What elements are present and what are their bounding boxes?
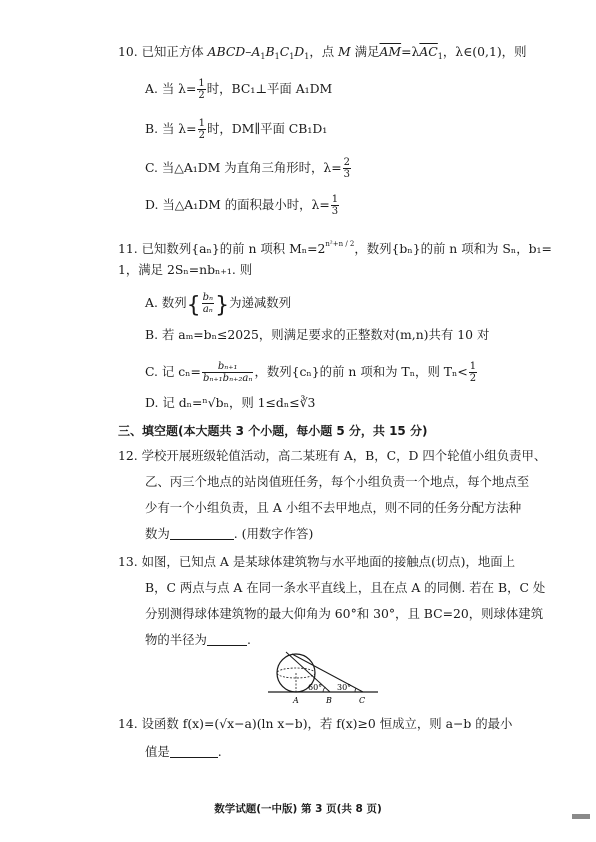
page-footer: 数学试题(一中版) 第 3 页(共 8 页) xyxy=(214,803,382,815)
q10-d-prefix: D. 当△A₁DM 的面积最小时，λ= xyxy=(145,197,330,212)
q10-c-prefix: C. 当△A₁DM 为直角三角形时，λ= xyxy=(145,160,342,175)
q10-cube-c1: C xyxy=(279,44,290,59)
q11-line2: 1，满足 2Sₙ=nbₙ₊₁. 则 xyxy=(118,262,253,277)
q11-option-d xyxy=(145,395,315,411)
q12-line2: 乙、丙三个地点的站岗值班任务，每个小组负责一个地点，每个地点至 xyxy=(145,474,530,489)
q10-a-prefix: A. 当 λ= xyxy=(145,81,197,96)
q10-d-fraction xyxy=(331,194,339,217)
q14-line1: 14. 设函数 f(x)=(√x−a)(ln x−b)，若 f(x)≥0 恒成立，则 a−b 的最小 xyxy=(118,716,513,731)
q10-a-fraction xyxy=(197,78,205,101)
tangent-line-c xyxy=(292,654,363,692)
angle-label-30: 30° xyxy=(337,683,352,692)
point-label-a: A xyxy=(293,696,299,705)
q10-c-den: 3 xyxy=(343,169,351,180)
q11-c-fden: 2 xyxy=(469,373,477,384)
q10-option-b xyxy=(145,118,327,141)
q10-a-num: 1 xyxy=(198,78,205,89)
q11-c-fraction xyxy=(202,361,254,384)
q11-line1 xyxy=(118,236,552,257)
q11-c-num: bₙ₊₁ xyxy=(202,361,254,373)
q11-d-prefix: D. 记 dₙ= xyxy=(145,395,203,410)
q14-line2 xyxy=(145,744,222,760)
q10-stem-text: 10. 已知正方体 xyxy=(118,44,208,59)
point-label-b: B xyxy=(326,696,332,705)
q10-cube-a1: A xyxy=(251,44,261,59)
q11-d-root: ⁿ√bₙ xyxy=(202,395,229,410)
q13-l4-suffix: . xyxy=(246,632,251,647)
q10-option-d xyxy=(145,194,340,217)
q12-l4-suffix: . (用数字作答) xyxy=(233,526,314,541)
q10-cube-d1: D xyxy=(294,44,305,59)
q11-a-rest: 为递减数列 xyxy=(229,295,292,310)
q12-line1: 12. 学校开展班级轮值活动，高二某班有 A，B，C，D 四个轮值小组负责甲、 xyxy=(118,448,547,463)
q12-l4-prefix: 数为 xyxy=(145,526,170,541)
q13-line4 xyxy=(145,632,251,648)
q10-b-fraction xyxy=(198,118,206,141)
q12-answer-blank[interactable] xyxy=(170,527,234,540)
q14-l2-prefix: 值是 xyxy=(145,744,170,759)
q11-text-b: ，数列{bₙ}的前 n 项和为 Sₙ，b₁= xyxy=(354,241,552,256)
q13-line2: B，C 两点与点 A 在同一条水平直线上，且在点 A 的同侧. 若在 B，C 处 xyxy=(145,580,546,595)
q13-line3: 分别测得球体建筑物的最大仰角为 60°和 30°，且 BC=20，则球体建筑 xyxy=(145,606,544,621)
q11-option-c xyxy=(145,361,478,384)
q10-cube-b1: B xyxy=(265,44,275,59)
q13-line1: 13. 如图，已知点 A 是某球体建筑物与水平地面的接触点(切点)，地面上 xyxy=(118,554,516,569)
q10-b-den: 2 xyxy=(198,130,205,141)
q10-stem-text4: ，λ∈(0,1)，则 xyxy=(442,44,527,59)
q10-c-num: 2 xyxy=(343,157,351,168)
q10-a-rest: 时，BC₁⊥平面 A₁DM xyxy=(206,81,333,96)
corner-stamp-icon xyxy=(572,814,590,819)
q12-line3: 少有一个小组负责，且 A 小组不去甲地点，则不同的任务分配方法种 xyxy=(145,500,522,515)
q13-sphere-figure xyxy=(262,648,382,710)
q11-option-a: A. 数列{ $\frac{\text{bₙ}}{\text{aₙ}}$ }为递减数列 xyxy=(145,292,292,318)
q11-text-a: 11. 已知数列{aₙ}的前 n 项积 Mₙ=2 xyxy=(118,241,326,256)
section-fill-blank-heading: 三、填空题(本大题共 3 个小题，每小题 5 分，共 15 分) xyxy=(118,424,428,438)
q14-l2-suffix: . xyxy=(217,744,222,759)
q11-c-fraction2 xyxy=(469,361,477,384)
q10-option-c xyxy=(145,157,352,180)
q10-b-rest: 时，DM∥平面 CB₁D₁ xyxy=(206,121,328,136)
q11-exponent: n²+n / 2 xyxy=(325,240,355,248)
q10-cube-name: ABCD xyxy=(207,44,246,59)
q10-b-prefix: B. 当 λ= xyxy=(145,121,197,136)
q10-vector-am: $\overline{AM}$ xyxy=(379,44,402,59)
q10-stem: 10. 已知正方体 ABCD–$A_1B_1C_1D_1$，点 M 满足$\overline{AM}=\lambda\overline{AC}_1$，λ∈(0,1)，则 xyxy=(118,44,527,61)
q10-d-num: 1 xyxy=(331,194,339,205)
q10-c-fraction xyxy=(343,157,351,180)
q11-a-fraction xyxy=(202,292,214,315)
q11-a-prefix: A. 数列 xyxy=(145,295,187,310)
q14-answer-blank[interactable] xyxy=(170,745,218,758)
q10-a-den: 2 xyxy=(198,90,205,101)
q10-option-a xyxy=(145,78,332,101)
angle-arc-60 xyxy=(323,687,326,692)
q13-l4-prefix: 物的半径为 xyxy=(145,632,207,647)
q11-c-mid: ，数列{cₙ}的前 n 项和为 Tₙ，则 Tₙ< xyxy=(254,364,468,379)
q10-vector-ac1: $\overline{AC}$ xyxy=(419,44,438,59)
q11-c-fnum: 1 xyxy=(469,361,477,372)
q12-line4 xyxy=(145,526,313,542)
q11-a-num: bₙ xyxy=(202,292,214,303)
q10-stem-text2: ，点 xyxy=(309,44,339,59)
q10-equals-lambda: =λ xyxy=(401,44,420,59)
q10-stem-text3: 满足 xyxy=(350,44,380,59)
angle-label-60: 60° xyxy=(308,683,323,692)
q13-answer-blank[interactable] xyxy=(207,633,247,646)
point-label-c: C xyxy=(359,696,366,705)
q10-b-num: 1 xyxy=(198,118,205,129)
q10-point-m: M xyxy=(338,44,351,59)
q11-a-den: aₙ xyxy=(202,304,213,315)
q10-d-den: 3 xyxy=(331,206,339,217)
q11-d-rest: ，则 1≤dₙ≤∛3 xyxy=(228,395,316,410)
q11-c-den: bₙ₊₁bₙ₊₂aₙ xyxy=(202,373,253,384)
q11-c-prefix: C. 记 cₙ= xyxy=(145,364,201,379)
q11-option-b: B. 若 aₘ=bₙ≤2025，则满足要求的正整数对(m,n)共有 10 对 xyxy=(145,327,490,342)
